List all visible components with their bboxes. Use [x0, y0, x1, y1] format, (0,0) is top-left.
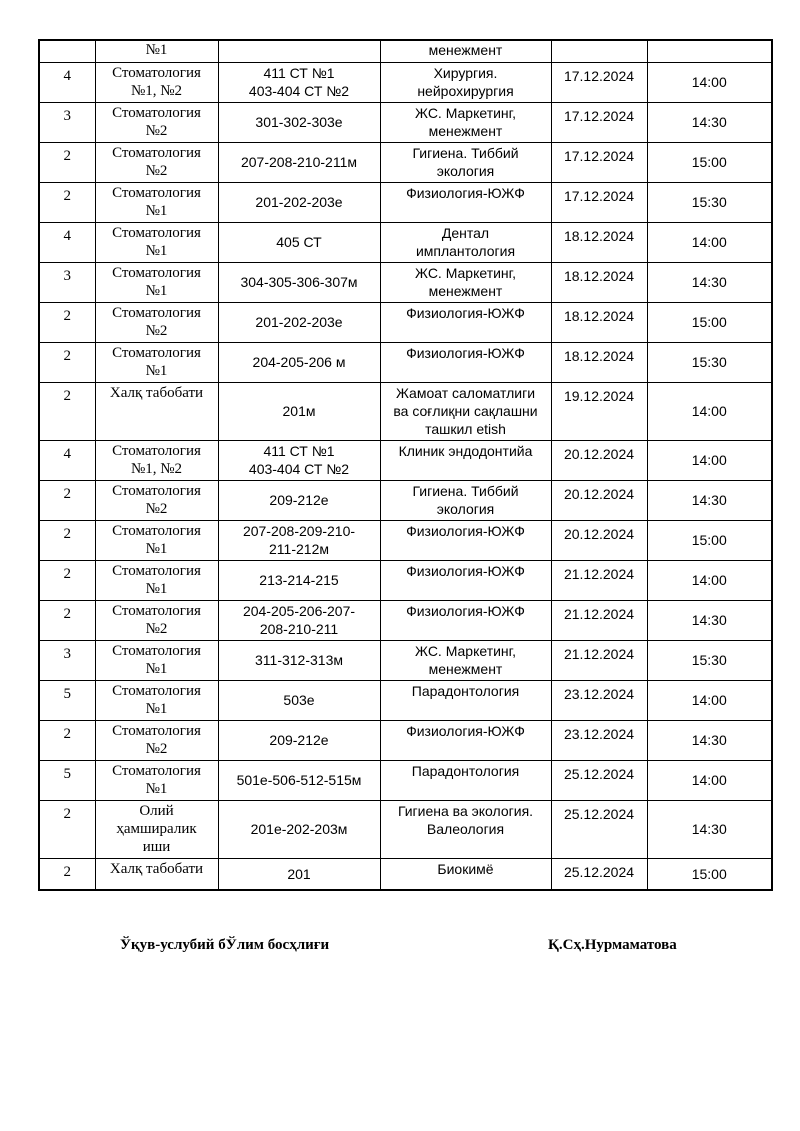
time-cell-text: 15:00 [691, 314, 727, 330]
count-cell-text: 2 [63, 805, 71, 822]
count-cell-text: 2 [63, 347, 71, 364]
signatory-name: Қ.Сҳ.Нурмаматова [548, 937, 677, 953]
date-cell-text: 23.12.2024 [563, 685, 635, 702]
specialty-cell-text: Стоматология №1 [112, 522, 201, 557]
specialty-cell-text: Стоматология №2 [112, 144, 201, 179]
date-cell [551, 222, 647, 262]
count-cell-text: 2 [63, 605, 71, 622]
date-cell [551, 102, 647, 142]
room-cell-text: 213-214-215 [259, 572, 339, 588]
specialty-cell-text: Стоматология №2 [112, 602, 201, 637]
room-cell [218, 262, 380, 302]
table-row [39, 382, 772, 440]
specialty-cell-text: Стоматология №1, №2 [112, 442, 201, 477]
specialty-cell [95, 102, 218, 142]
subject-cell [380, 342, 551, 382]
time-cell-text: 14:00 [691, 572, 727, 588]
room-cell [218, 600, 380, 640]
time-cell-text: 15:00 [691, 154, 727, 170]
subject-cell-text: Физиология-ЮЖФ [406, 562, 525, 579]
table-row [39, 262, 772, 302]
room-cell [218, 342, 380, 382]
room-cell-text: 201е-202-203м [250, 821, 348, 837]
count-cell [39, 858, 95, 890]
date-cell [551, 142, 647, 182]
count-cell-text: 4 [63, 445, 71, 462]
time-cell [647, 720, 772, 760]
room-cell-text: 204-205-206-207- 208-210-211 [242, 603, 356, 637]
date-cell-text: 18.12.2024 [563, 307, 635, 324]
specialty-cell [95, 560, 218, 600]
table-row [39, 62, 772, 102]
date-cell-text: 20.12.2024 [563, 485, 635, 502]
subject-cell-text: ЖС. Маркетинг, менежмент [415, 264, 516, 299]
subject-cell-text: Физиология-ЮЖФ [406, 344, 525, 361]
date-cell-text: 21.12.2024 [563, 605, 635, 622]
specialty-cell [95, 520, 218, 560]
specialty-cell-text: Стоматология №1 [112, 642, 201, 677]
room-cell [218, 222, 380, 262]
count-cell-text: 4 [63, 227, 71, 244]
specialty-cell-text: Олий ҳамширалик иши [116, 802, 197, 855]
count-cell [39, 40, 95, 62]
room-cell [218, 680, 380, 720]
table-row [39, 520, 772, 560]
specialty-cell-text: Стоматология №1 [112, 344, 201, 379]
table-row [39, 858, 772, 890]
time-cell [647, 142, 772, 182]
room-cell-text: 201 [287, 865, 311, 882]
time-cell [647, 480, 772, 520]
specialty-cell-text: Стоматология №1 [112, 264, 201, 299]
table-row [39, 302, 772, 342]
time-cell [647, 600, 772, 640]
count-cell [39, 520, 95, 560]
room-cell [218, 520, 380, 560]
time-cell-text: 14:30 [691, 821, 727, 837]
date-cell [551, 440, 647, 480]
time-cell-text: 15:30 [691, 652, 727, 668]
room-cell-text: 201м [282, 403, 316, 419]
table-row [39, 720, 772, 760]
specialty-cell-text: Стоматология №2 [112, 104, 201, 139]
time-cell-text: 15:00 [691, 865, 727, 882]
room-cell [218, 858, 380, 890]
date-cell [551, 560, 647, 600]
room-cell [218, 560, 380, 600]
room-cell-text: 503е [283, 692, 315, 708]
count-cell-text: 2 [63, 863, 71, 880]
count-cell [39, 680, 95, 720]
table-row [39, 680, 772, 720]
subject-cell-text: Физиология-ЮЖФ [406, 602, 525, 619]
subject-cell [380, 560, 551, 600]
specialty-cell-text: №1 [145, 42, 168, 58]
subject-cell-text: Гигиена ва экология. Валеология [397, 802, 534, 837]
subject-cell [380, 262, 551, 302]
subject-cell [380, 62, 551, 102]
time-cell-text: 15:00 [691, 532, 727, 548]
time-cell [647, 182, 772, 222]
time-cell-text: 14:30 [691, 274, 727, 290]
date-cell-text: 21.12.2024 [563, 565, 635, 582]
subject-cell [380, 800, 551, 858]
count-cell [39, 560, 95, 600]
specialty-cell [95, 858, 218, 890]
table-row [39, 102, 772, 142]
subject-cell-text: Физиология-ЮЖФ [406, 522, 525, 539]
specialty-cell [95, 800, 218, 858]
count-cell [39, 600, 95, 640]
room-cell-text: 207-208-210-211м [240, 154, 357, 170]
specialty-cell [95, 600, 218, 640]
room-cell [218, 800, 380, 858]
time-cell [647, 222, 772, 262]
date-cell-text: 17.12.2024 [563, 107, 635, 124]
time-cell-text: 14:30 [691, 732, 727, 748]
count-cell [39, 62, 95, 102]
count-cell [39, 640, 95, 680]
date-cell-text: 17.12.2024 [563, 147, 635, 164]
time-cell [647, 560, 772, 600]
date-cell [551, 262, 647, 302]
count-cell [39, 262, 95, 302]
room-cell-text: 209-212е [269, 732, 329, 748]
specialty-cell [95, 342, 218, 382]
specialty-cell [95, 40, 218, 62]
table-row [39, 342, 772, 382]
count-cell [39, 440, 95, 480]
specialty-cell [95, 640, 218, 680]
specialty-cell-text: Халқ табобати [109, 384, 204, 401]
date-cell [551, 382, 647, 440]
subject-cell [380, 720, 551, 760]
time-cell-text: 14:30 [691, 114, 727, 130]
subject-cell-text: Парадонтология [411, 682, 520, 699]
subject-cell [380, 600, 551, 640]
count-cell-text: 2 [63, 187, 71, 204]
date-cell [551, 760, 647, 800]
subject-cell [380, 222, 551, 262]
table-row [39, 640, 772, 680]
time-cell-text: 14:00 [691, 74, 727, 90]
room-cell-text: 501е-506-512-515м [236, 772, 362, 788]
table-row [39, 440, 772, 480]
specialty-cell [95, 222, 218, 262]
time-cell [647, 102, 772, 142]
specialty-cell [95, 262, 218, 302]
room-cell [218, 440, 380, 480]
table-row [39, 560, 772, 600]
subject-cell [380, 182, 551, 222]
specialty-cell-text: Стоматология №1 [112, 762, 201, 797]
subject-cell [380, 858, 551, 890]
count-cell [39, 342, 95, 382]
date-cell-text: 19.12.2024 [563, 387, 635, 404]
room-cell [218, 142, 380, 182]
specialty-cell [95, 142, 218, 182]
department-title: Ўқув-услубий бЎлим босҳлиғи [120, 937, 330, 953]
room-cell [218, 720, 380, 760]
count-cell-text: 3 [63, 267, 71, 284]
room-cell-text: 204-205-206 м [252, 354, 346, 370]
schedule-body [39, 40, 772, 890]
subject-cell [380, 480, 551, 520]
table-row [39, 800, 772, 858]
subject-cell [380, 40, 551, 62]
room-cell-text: 201-202-203е [255, 194, 343, 210]
count-cell-text: 2 [63, 725, 71, 742]
table-row [39, 480, 772, 520]
subject-cell [380, 680, 551, 720]
room-cell [218, 182, 380, 222]
date-cell [551, 720, 647, 760]
count-cell-text: 5 [63, 765, 71, 782]
time-cell [647, 382, 772, 440]
subject-cell [380, 520, 551, 560]
specialty-cell [95, 62, 218, 102]
time-cell [647, 342, 772, 382]
room-cell [218, 40, 380, 62]
count-cell-text: 3 [63, 107, 71, 124]
room-cell-text: 304-305-306-307м [240, 274, 358, 290]
subject-cell-text: Гигиена. Тиббий экология [412, 482, 519, 517]
subject-cell-text: Физиология-ЮЖФ [406, 304, 525, 321]
schedule-table [38, 39, 773, 891]
date-cell-text: 20.12.2024 [563, 445, 635, 462]
subject-cell-text: Дентал имплантология [415, 224, 516, 259]
date-cell-text: 25.12.2024 [563, 805, 635, 822]
date-cell [551, 480, 647, 520]
time-cell [647, 302, 772, 342]
specialty-cell [95, 182, 218, 222]
date-cell [551, 182, 647, 222]
table-row [39, 142, 772, 182]
count-cell-text: 2 [63, 147, 71, 164]
time-cell-text: 14:30 [691, 492, 727, 508]
count-cell [39, 480, 95, 520]
room-cell-text: 201-202-203е [255, 314, 343, 330]
count-cell-text: 5 [63, 685, 71, 702]
specialty-cell [95, 680, 218, 720]
specialty-cell-text: Стоматология №1 [112, 224, 201, 259]
specialty-cell-text: Стоматология №2 [112, 722, 201, 757]
date-cell [551, 680, 647, 720]
time-cell [647, 680, 772, 720]
time-cell [647, 760, 772, 800]
room-cell [218, 62, 380, 102]
count-cell-text: 2 [63, 387, 71, 404]
time-cell-text: 14:00 [691, 692, 727, 708]
subject-cell-text: Жамоат саломатлиги ва соғлиқни сақлашни ташкил etish [393, 384, 538, 437]
date-cell-text: 17.12.2024 [563, 187, 635, 204]
subject-cell-text: Хирургия. нейрохирургия [417, 64, 514, 99]
room-cell-text: 301-302-303е [255, 114, 343, 130]
room-cell [218, 480, 380, 520]
room-cell-text: 405 СТ [276, 234, 322, 250]
time-cell [647, 858, 772, 890]
date-cell [551, 600, 647, 640]
date-cell [551, 40, 647, 62]
time-cell [647, 262, 772, 302]
subject-cell-text: Биокимё [437, 860, 494, 877]
date-cell [551, 520, 647, 560]
time-cell [647, 800, 772, 858]
specialty-cell-text: Стоматология №2 [112, 482, 201, 517]
date-cell [551, 342, 647, 382]
count-cell-text: 3 [63, 645, 71, 662]
specialty-cell [95, 440, 218, 480]
date-cell-text: 17.12.2024 [563, 67, 635, 84]
time-cell-text: 14:00 [691, 234, 727, 250]
date-cell-text: 18.12.2024 [563, 347, 635, 364]
date-cell-text: 18.12.2024 [563, 267, 635, 284]
subject-cell [380, 760, 551, 800]
subject-cell-text: Парадонтология [411, 762, 520, 779]
count-cell [39, 102, 95, 142]
subject-cell [380, 302, 551, 342]
time-cell-text: 15:30 [691, 354, 727, 370]
room-cell [218, 382, 380, 440]
count-cell [39, 182, 95, 222]
date-cell-text: 18.12.2024 [563, 227, 635, 244]
table-row [39, 222, 772, 262]
subject-cell [380, 102, 551, 142]
count-cell-text: 2 [63, 525, 71, 542]
specialty-cell [95, 760, 218, 800]
count-cell [39, 720, 95, 760]
date-cell-text: 21.12.2024 [563, 645, 635, 662]
date-cell-text: 23.12.2024 [563, 725, 635, 742]
time-cell [647, 40, 772, 62]
specialty-cell [95, 302, 218, 342]
specialty-cell [95, 720, 218, 760]
specialty-cell-text: Халқ табобати [109, 860, 204, 877]
specialty-cell-text: Стоматология №1, №2 [112, 64, 201, 99]
room-cell [218, 302, 380, 342]
subject-cell-text: Физиология-ЮЖФ [406, 184, 525, 201]
specialty-cell [95, 382, 218, 440]
table-row [39, 600, 772, 640]
subject-cell-text: Гигиена. Тиббий экология [412, 144, 519, 179]
date-cell [551, 302, 647, 342]
specialty-cell-text: Стоматология №2 [112, 304, 201, 339]
count-cell [39, 382, 95, 440]
subject-cell-text: менежмент [428, 42, 503, 58]
date-cell-text: 20.12.2024 [563, 525, 635, 542]
count-cell [39, 142, 95, 182]
specialty-cell-text: Стоматология №1 [112, 184, 201, 219]
time-cell-text: 14:00 [691, 772, 727, 788]
subject-cell [380, 142, 551, 182]
room-cell [218, 760, 380, 800]
time-cell-text: 14:30 [691, 612, 727, 628]
room-cell-text: 207-208-209-210- 211-212м [242, 523, 356, 557]
time-cell-text: 14:00 [691, 403, 727, 419]
time-cell [647, 640, 772, 680]
date-cell [551, 858, 647, 890]
room-cell-text: 209-212е [269, 492, 329, 508]
table-row [39, 182, 772, 222]
subject-cell-text: ЖС. Маркетинг, менежмент [415, 642, 516, 677]
specialty-cell [95, 480, 218, 520]
subject-cell-text: Клиник эндодонтийа [398, 442, 533, 459]
date-cell-text: 25.12.2024 [563, 765, 635, 782]
time-cell [647, 440, 772, 480]
count-cell-text: 2 [63, 485, 71, 502]
date-cell-text: 25.12.2024 [563, 863, 635, 880]
time-cell [647, 520, 772, 560]
room-cell [218, 640, 380, 680]
subject-cell-text: Физиология-ЮЖФ [406, 722, 525, 739]
room-cell-text: 411 СТ №1 403-404 СТ №2 [248, 443, 350, 477]
room-cell [218, 102, 380, 142]
count-cell-text: 2 [63, 565, 71, 582]
subject-cell [380, 440, 551, 480]
subject-cell [380, 382, 551, 440]
table-row [39, 40, 772, 62]
count-cell [39, 222, 95, 262]
date-cell [551, 640, 647, 680]
time-cell-text: 14:00 [691, 452, 727, 468]
time-cell [647, 62, 772, 102]
specialty-cell-text: Стоматология №1 [112, 562, 201, 597]
room-cell-text: 411 СТ №1 403-404 СТ №2 [248, 65, 350, 99]
date-cell [551, 62, 647, 102]
subject-cell [380, 640, 551, 680]
count-cell [39, 302, 95, 342]
subject-cell-text: ЖС. Маркетинг, менежмент [415, 104, 516, 139]
time-cell-text: 15:30 [691, 194, 727, 210]
room-cell-text: 311-312-313м [255, 652, 343, 668]
specialty-cell-text: Стоматология №1 [112, 682, 201, 717]
date-cell [551, 800, 647, 858]
count-cell [39, 760, 95, 800]
table-row [39, 760, 772, 800]
count-cell [39, 800, 95, 858]
count-cell-text: 4 [63, 67, 71, 84]
count-cell-text: 2 [63, 307, 71, 324]
